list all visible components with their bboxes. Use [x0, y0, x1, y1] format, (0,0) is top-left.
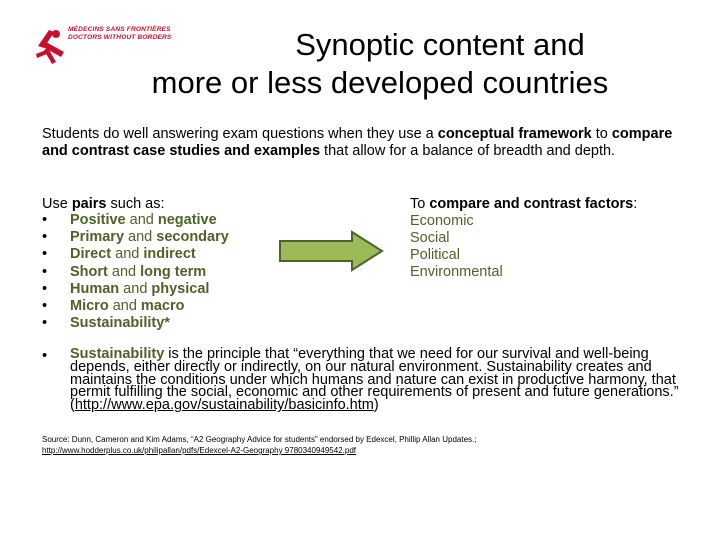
lead-text: Use	[42, 196, 72, 212]
factor-social: Social	[410, 230, 450, 246]
list-item	[42, 298, 229, 315]
intro-bold-compare: compare and contrast case studies and examples	[42, 126, 673, 159]
lead-text: :	[633, 196, 638, 212]
bullet: •	[42, 315, 48, 332]
epa-link[interactable]: http://www.epa.gov/sustainability/basicinfo.htm	[74, 397, 374, 414]
bullet: •	[42, 348, 48, 364]
factors-column	[410, 196, 637, 281]
pair-and: and	[119, 280, 152, 297]
pair-second: physical	[151, 280, 210, 297]
factors-lead	[410, 196, 637, 213]
close-paren: )	[373, 397, 379, 414]
lead-bold: pairs	[71, 196, 107, 212]
list-item	[42, 281, 229, 298]
pair-and: and	[111, 246, 144, 263]
logo-line2: DOCTORS WITHOUT BORDERS	[68, 34, 172, 41]
pair-first: Short	[70, 263, 108, 280]
lead-bold: compare and contrast factors	[429, 196, 634, 212]
factor-environmental: Environmental	[410, 264, 503, 280]
list-item	[42, 212, 229, 229]
page-title	[60, 26, 700, 102]
list-item	[42, 315, 229, 332]
source-link[interactable]: http://www.hodderplus.co.uk/philipallan/pdfs/Edexcel-A2-Geography 9780340949542.pdf	[42, 446, 356, 455]
source-text: Source: Dunn, Cameron and Kim Adams, “A2 Geography Advice for students” endorsed by Edexcel, Phillip Allan Updates.;	[42, 435, 477, 444]
intro-text: that allow for a balance of breadth and depth.	[320, 143, 616, 159]
lead-text: To	[410, 196, 430, 212]
factor-economic: Economic	[410, 213, 474, 229]
intro-paragraph	[42, 126, 682, 160]
pair-first: Human	[70, 280, 120, 297]
title-line1: Synoptic content and	[295, 27, 585, 62]
pair-and: and	[107, 263, 141, 280]
list-item	[42, 229, 229, 246]
intro-bold-framework: conceptual framework	[437, 126, 592, 142]
bullet: •	[42, 229, 48, 246]
pair-first: Sustainability*	[70, 315, 170, 332]
sustainability-text: is the principle that “everything that we need for our survival and well-being depends, either directly or indirectly, on our natural environment. Sustainability creates and maintains the conditions under which humans and nature can exist in productive harmony, that permit fulfilling the social, economic and other requirements of present and future generations.” (	[70, 346, 679, 414]
pair-second: long term	[140, 263, 207, 280]
bullet: •	[42, 263, 48, 280]
pair-and: and	[125, 212, 158, 228]
intro-text: to	[591, 126, 612, 142]
logo-line1: MÉDECINS SANS FRONTIÈRES	[68, 26, 171, 33]
pair-first: Micro	[70, 298, 109, 315]
pair-second: macro	[140, 298, 185, 315]
pairs-lead	[42, 196, 165, 213]
source-citation	[42, 434, 642, 456]
pair-and: and	[124, 229, 157, 246]
pair-and: and	[108, 298, 141, 315]
pair-first: Positive	[70, 212, 126, 228]
intro-text: Students do well answering exam questions when they use a	[42, 126, 438, 142]
bullet: •	[42, 298, 48, 315]
pair-second: secondary	[156, 229, 229, 246]
list-item	[42, 246, 229, 263]
sustainability-definition	[42, 348, 682, 412]
pair-second: indirect	[143, 246, 196, 263]
title-line2: more or less developed countries	[151, 65, 609, 100]
pair-second: negative	[157, 212, 217, 228]
pair-first: Primary	[70, 229, 125, 246]
sustainability-term: Sustainability	[70, 346, 165, 362]
bullet: •	[42, 246, 48, 263]
pairs-list	[42, 212, 229, 332]
list-item	[42, 264, 229, 281]
lead-text: such as:	[106, 196, 165, 212]
factor-political: Political	[410, 247, 460, 263]
right-arrow-icon	[278, 230, 386, 272]
bullet: •	[42, 212, 48, 228]
pair-first: Direct	[70, 246, 112, 263]
bullet: •	[42, 280, 48, 297]
